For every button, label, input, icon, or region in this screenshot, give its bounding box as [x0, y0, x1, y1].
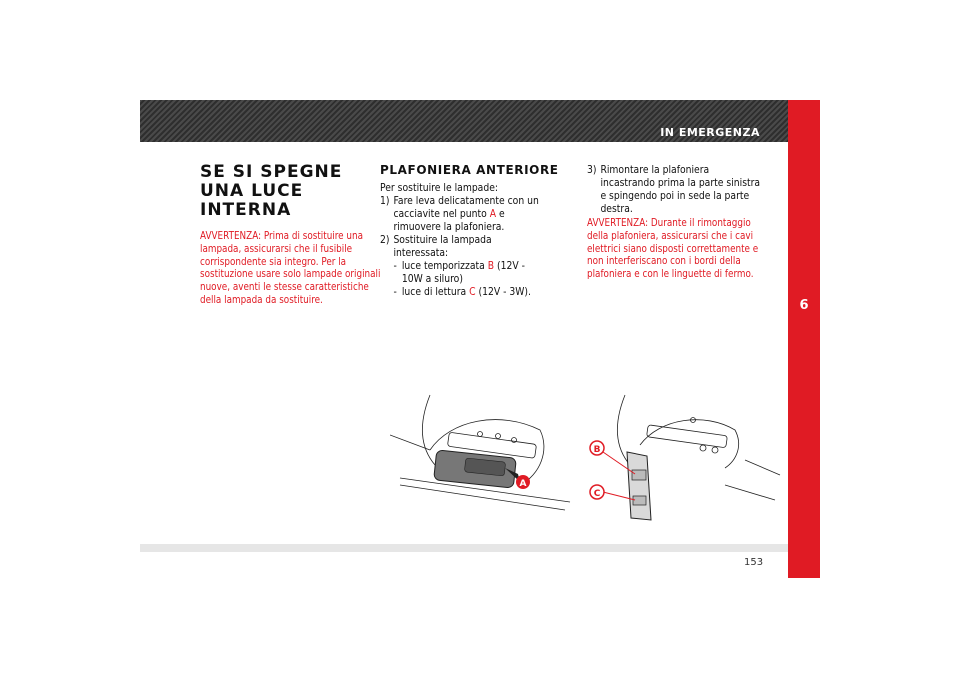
instructions: [380, 181, 548, 298]
list-subitem: - luce temporizzata B (12V - 10W a siluro): [393, 259, 525, 285]
label-c: C: [593, 489, 601, 499]
label-a: A: [519, 479, 527, 489]
switch-knob: [496, 434, 501, 439]
footer-bar: [140, 544, 788, 552]
column-2: [380, 163, 580, 298]
column-3: [587, 163, 807, 281]
roof-line: [745, 460, 780, 475]
intro-text: Per sostituire le lampade:: [380, 181, 499, 194]
section-heading-lamp-out: SE SI SPEGNE UNA LUCE INTERNA: [200, 162, 343, 220]
chapter-number: 6: [799, 298, 809, 313]
console-outline: [640, 420, 739, 468]
switch-strip: [647, 425, 728, 448]
section-title: IN EMERGENZA: [660, 126, 760, 139]
switch-knob: [478, 432, 483, 437]
lamp-c: [633, 496, 646, 505]
warning-text: : Prima di sostituire una lampada, assicurarsi che il fusibile corrispondente sia integro. Per la sostituzione usare solo lampade originali nuove, aventi le stesse caratteristiche della lampada da sostituire.: [200, 230, 381, 306]
lamp-b: [632, 470, 646, 480]
section-heading-front-light: PLAFONIERA ANTERIORE: [380, 163, 559, 177]
switch-knob: [712, 447, 718, 453]
warning-label: AVVERTENZA: [200, 230, 259, 242]
switch-knob: [512, 438, 517, 443]
header-bar: [140, 100, 788, 142]
ref-c: C: [469, 285, 476, 298]
page-number: 153: [744, 557, 764, 568]
ref-b: B: [487, 259, 495, 272]
ref-a: A: [489, 207, 497, 220]
list-subitem: - luce di lettura C (12V - 3W).: [393, 285, 531, 298]
warning-paragraph-1: [200, 230, 385, 307]
list-item: 3) Rimontare la plafoniera incastrando prima la parte sinistra e spingendo poi in sede la parte destra.: [587, 163, 761, 215]
list-item: 2) Sostituire la lampada interessata:: [380, 233, 492, 259]
warning-label: AVVERTENZA: [587, 217, 646, 229]
mirror-edge-line: [422, 395, 435, 465]
step-3: [587, 163, 763, 215]
switch-knob: [700, 445, 706, 451]
roof-line: [725, 485, 775, 500]
label-b: B: [593, 445, 601, 455]
dome-light-housing: [627, 452, 651, 520]
illustration-lamp-replacement: [585, 390, 785, 530]
illustration-dome-light-removal: [390, 390, 590, 520]
list-item: 1) Fare leva delicatamente con un cacciavite nel punto A e rimuovere la plafoniera.: [380, 194, 539, 233]
warning-text: : Durante il rimontaggio della plafoniera, assicurarsi che i cavi elettrici siano disposti correttamente e non interferiscano con i bordi della plafoniera e con le linguette di fermo.: [587, 217, 759, 281]
warning-paragraph-2: [587, 217, 772, 281]
